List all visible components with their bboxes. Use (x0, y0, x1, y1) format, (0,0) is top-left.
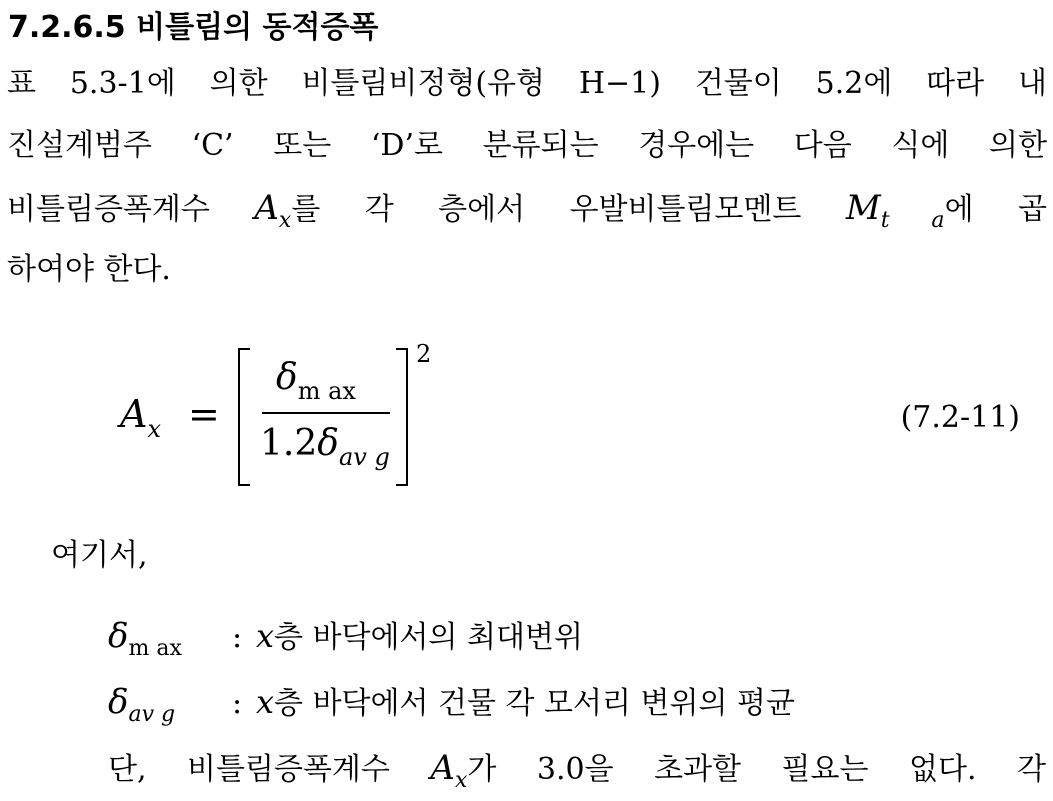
definition-text-max: 층 바닥에서의 최대변위 (274, 620, 583, 655)
paragraph-line-4: 하여야 한다. (7, 252, 171, 287)
equals-sign: = (188, 392, 220, 436)
equation-lhs: $A_x$ (120, 392, 161, 443)
symbol-x: x (256, 683, 275, 721)
paragraph-line-2: 진설계범주 ‘C’ 또는 ‘D’로 분류되는 경우에는 다음 식에 의한 (7, 128, 1047, 163)
paragraph-text-moment-phrase: 를 각 층에서 우발비틀림모멘트 (291, 192, 802, 227)
math-ax: $A_x$ (430, 748, 468, 793)
note-text-end: 가 3.0을 초과할 필요는 없다. 각 (467, 752, 1046, 787)
symbol-x: x (256, 617, 275, 655)
paragraph-line-3 (7, 188, 1047, 241)
definition-text-avg: 층 바닥에서 건물 각 모서리 변위의 평균 (274, 686, 795, 721)
math-ax: $A_x$ (254, 188, 292, 233)
paragraph-line-1: 표 5.3-1에 의한 비틀림비정형(유형 H−1) 건물이 5.2에 따라 내 (7, 66, 1047, 101)
exponent: 2 (416, 340, 432, 368)
definition-delta-max (108, 616, 583, 669)
symbol-delta-max: $\delta_{m ax}$ (108, 616, 182, 661)
note-line (108, 748, 1046, 801)
fraction-bar (262, 412, 390, 414)
fraction-numerator: $\delta_{m ax}$ (276, 357, 356, 405)
paragraph-text-multiply: 에 곱 (944, 192, 1047, 227)
left-bracket (238, 348, 250, 486)
equation-7-2-11 (120, 340, 1020, 500)
math-mta: $M_{t a}$ (845, 188, 945, 233)
right-bracket (396, 348, 408, 486)
fraction-denominator: $1.2\delta_{av g}$ (260, 423, 390, 471)
where-label: 여기서, (51, 538, 148, 573)
equation-number: (7.2-11) (900, 400, 1020, 435)
definition-colon: : (232, 686, 243, 721)
symbol-delta-avg: $\delta_{av g}$ (108, 682, 176, 727)
definition-colon: : (232, 620, 243, 655)
definition-delta-avg (108, 682, 795, 735)
section-heading: 7.2.6.5 비틀림의 동적증폭 (8, 10, 379, 45)
paragraph-text-coefficient-name: 비틀림증폭계수 (7, 192, 210, 227)
fraction (254, 346, 404, 486)
note-text-start: 단, 비틀림증폭계수 (108, 752, 390, 787)
